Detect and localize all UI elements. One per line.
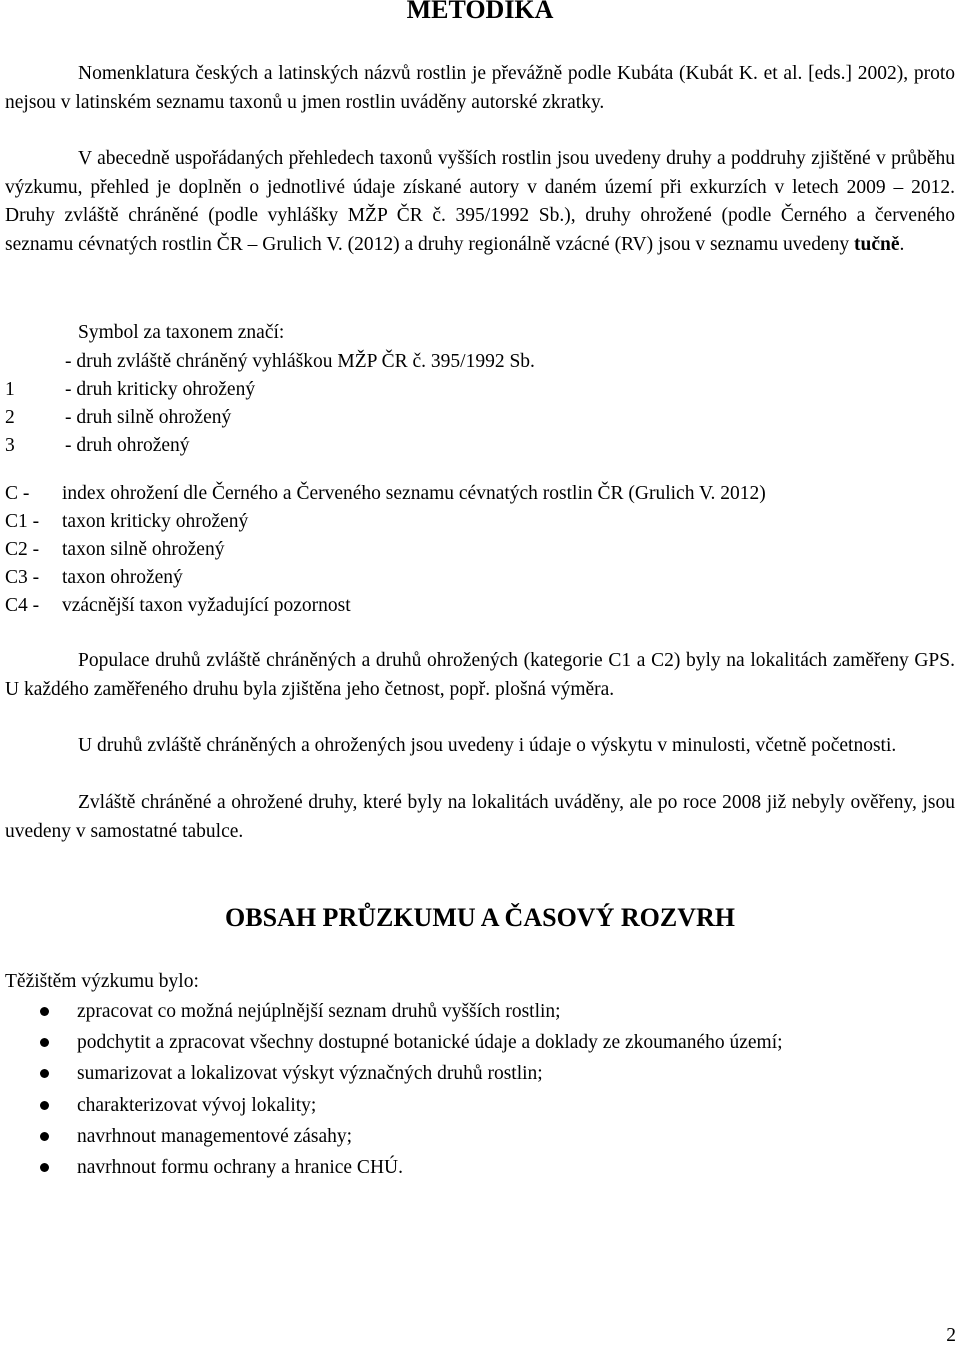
symbol-mark: 2 xyxy=(5,407,15,428)
symbol-text: - druh silně ohrožený xyxy=(65,407,232,428)
symbol-row-endangered xyxy=(5,432,955,461)
bullet-icon xyxy=(40,1163,49,1172)
bullet-icon xyxy=(40,1038,49,1047)
category-code: C1 - xyxy=(5,511,40,532)
paragraph-unverified: Zvláště chráněné a ohrožené druhy, které byly na lokalitách uváděny, ale po roce 2008 již nebyly ověřeny, jsou uvedeny v samostatné tabulce. xyxy=(5,792,955,842)
paragraph-overview-text: V abecedně uspořádaných přehledech taxonů vyšších rostlin jsou uvedeny druhy a poddruhy zjištěné v průběhu výzkumu, přehled je doplněn o jednotlivé údaje získané autory v daném území při exkurzích v letech 2009 – 2012. Druhy zvláště chráněné (podle vyhlášky MŽP ČR č. 395/1992 Sb.), druhy ohrožené (podle Černého a červeného seznamu cévnatých rostlin ČR – Grulich V. (2012) a druhy regionálně vzácné (RV) jsou v seznamu uvedeny xyxy=(5,148,955,255)
category-text: index ohrožení dle Černého a Červeného seznamu cévnatých rostlin ČR (Grulich V. 2012) xyxy=(62,483,766,504)
category-row-c1 xyxy=(5,508,955,537)
goals-list xyxy=(0,996,783,1183)
list-item xyxy=(0,1027,783,1058)
category-code: C2 - xyxy=(5,539,40,560)
category-text: vzácnější taxon vyžadující pozornost xyxy=(62,595,351,616)
symbol-row-strong xyxy=(5,404,955,433)
paragraph-nomenclature: Nomenklatura českých a latinských názvů rostlin je převážně podle Kubáta (Kubát K. et al. [eds.] 2002), proto nejsou v latinském seznamu taxonů u jmen rostlin uváděny autorské zkratky. xyxy=(5,63,955,113)
list-item-text: navrhnout managementové zásahy; xyxy=(77,1125,353,1147)
focus-label: Těžištěm výzkumu bylo: xyxy=(5,971,199,992)
symbol-text: - druh kriticky ohrožený xyxy=(65,379,256,400)
bullet-icon xyxy=(40,1007,49,1016)
category-row-c4 xyxy=(5,592,955,621)
paragraph-history: U druhů zvláště chráněných a ohrožených jsou uvedeny i údaje o výskytu v minulosti, včetně početnosti. xyxy=(78,735,897,756)
symbol-row-critical xyxy=(5,376,955,405)
list-item xyxy=(0,996,783,1027)
bold-word: tučně xyxy=(854,233,900,255)
list-item-text: charakterizovat vývoj lokality; xyxy=(77,1094,317,1116)
category-row-c2 xyxy=(5,536,955,565)
category-code: C - xyxy=(5,483,30,504)
list-item-text: zpracovat co možná nejúplnější seznam druhů vyšších rostlin; xyxy=(77,1001,561,1022)
symbol-text: - druh ohrožený xyxy=(65,435,190,456)
list-item xyxy=(0,1152,783,1183)
symbol-mark: 1 xyxy=(5,379,15,400)
category-text: taxon silně ohrožený xyxy=(62,539,225,560)
list-item-text: navrhnout formu ochrany a hranice CHÚ. xyxy=(77,1156,403,1178)
category-row-c xyxy=(5,480,955,509)
bullet-icon xyxy=(40,1101,49,1110)
category-text: taxon kriticky ohrožený xyxy=(62,511,249,532)
category-code: C4 - xyxy=(5,595,40,616)
list-item xyxy=(0,1058,783,1089)
paragraph-gps: Populace druhů zvláště chráněných a druhů ohrožených (kategorie C1 a C2) byly na lokalitách zaměřeny GPS. U každého zaměřeného druhu byla zjištěna jeho četnost, popř. plošná výměra. xyxy=(5,650,955,700)
category-code: C3 - xyxy=(5,567,40,588)
symbol-text: - druh zvláště chráněný vyhláškou MŽP ČR č. 395/1992 Sb. xyxy=(65,351,535,372)
paragraph-overview-end: . xyxy=(899,233,905,255)
category-text: taxon ohrožený xyxy=(62,567,183,588)
list-item xyxy=(0,1090,783,1121)
bullet-icon xyxy=(40,1069,49,1078)
page-number: 2 xyxy=(946,1325,956,1346)
symbol-row-protected xyxy=(5,348,955,377)
list-item-text: podchytit a zpracovat všechny dostupné botanické údaje a doklady ze zkoumaného území; xyxy=(77,1032,783,1054)
section-heading-survey: OBSAH PRŮZKUMU A ČASOVÝ ROZVRH xyxy=(225,903,735,932)
symbol-legend-title: Symbol za taxonem značí: xyxy=(78,322,285,343)
symbol-mark: 3 xyxy=(5,435,15,456)
list-item xyxy=(0,1121,783,1152)
paragraph-overview xyxy=(5,145,955,259)
section-heading-metodika: METODIKA xyxy=(406,0,554,24)
bullet-icon xyxy=(40,1132,49,1141)
list-item-text: sumarizovat a lokalizovat výskyt význačných druhů rostlin; xyxy=(77,1063,543,1085)
category-row-c3 xyxy=(5,564,955,593)
